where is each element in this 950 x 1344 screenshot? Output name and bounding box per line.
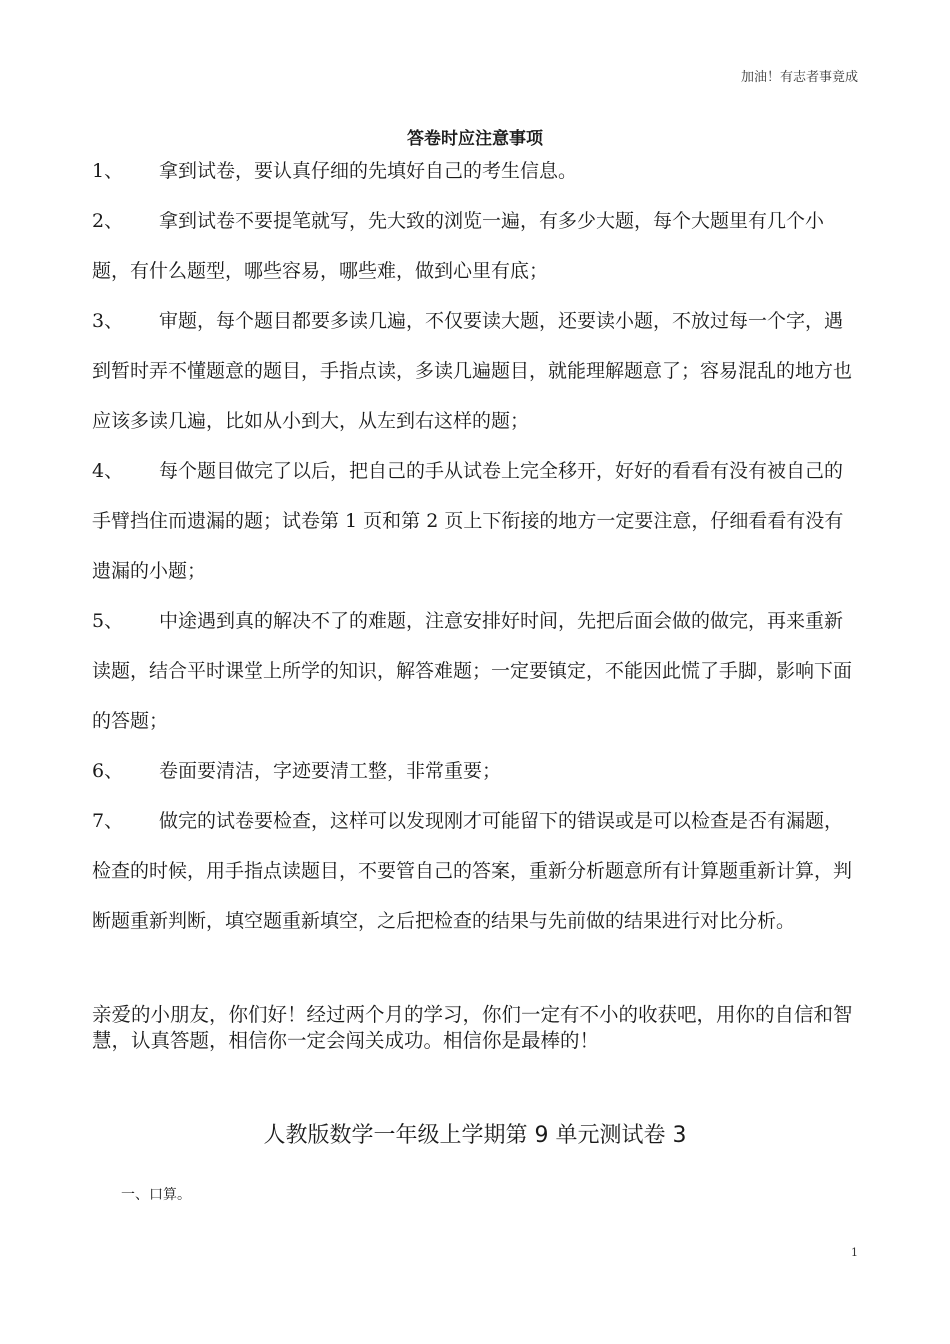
item-text: 每个题目做完了以后，把自己的手从试卷上完全移开，好好的看看有没有被自己的手臂挡住而遗漏的题；试卷第 1 页和第 2 页上下衔接的地方一定要注意，仔细看看有没有遗漏的小题； — [92, 460, 844, 582]
list-item — [92, 446, 860, 596]
item-text: 拿到试卷不要提笔就写，先大致的浏览一遍，有多少大题，每个大题里有几个小题，有什么题型，哪些容易，哪些难，做到心里有底； — [92, 210, 825, 282]
header-motto: 加油！有志者事竟成 — [740, 70, 858, 85]
item-number: 5、 — [92, 610, 124, 632]
page-number: 1 — [851, 1246, 858, 1259]
list-item — [92, 796, 860, 946]
item-text: 卷面要清洁，字迹要清工整，非常重要； — [159, 760, 502, 782]
item-number: 2、 — [92, 210, 124, 232]
list-item — [92, 596, 860, 746]
list-item — [92, 146, 860, 196]
exam-title: 人教版数学一年级上学期第 9 单元测试卷 3 — [263, 1123, 687, 1148]
item-number: 7、 — [92, 810, 124, 832]
item-number: 4、 — [92, 460, 124, 482]
list-item — [92, 296, 860, 446]
page-title: 答卷时应注意事项 — [407, 129, 543, 149]
item-text: 中途遇到真的解决不了的难题，注意安排好时间，先把后面会做的做完，再来重新读题，结合平时课堂上所学的知识，解答难题；一定要镇定，不能因此慌了手脚，影响下面的答题； — [92, 610, 853, 732]
section-heading: 一、口算。 — [121, 1187, 191, 1203]
item-text: 审题，每个题目都要多读几遍，不仅要读大题，还要读小题，不放过每一个字，遇到暂时弄不懂题意的题目，手指点读，多读几遍题目，就能理解题意了；容易混乱的地方也应该多读几遍，比如从小到大，从左到右这样的题； — [92, 310, 853, 432]
item-text: 拿到试卷，要认真仔细的先填好自己的考生信息。 — [159, 160, 578, 182]
item-number: 1、 — [92, 160, 124, 182]
item-text: 做完的试卷要检查，这样可以发现刚才可能留下的错误或是可以检查是否有漏题，检查的时候，用手指点读题目，不要管自己的答案，重新分析题意所有计算题重新计算，判断题重新判断，填空题重新填空，之后把检查的结果与先前做的结果进行对比分析。 — [92, 810, 853, 932]
list-item — [92, 196, 860, 296]
item-number: 6、 — [92, 760, 124, 782]
instructions-list — [92, 146, 860, 946]
item-number: 3、 — [92, 310, 124, 332]
greeting-paragraph: 亲爱的小朋友，你们好！经过两个月的学习，你们一定有不小的收获吧，用你的自信和智慧，认真答题，相信你一定会闯关成功。相信你是最棒的！ — [92, 1003, 853, 1052]
list-item — [92, 746, 860, 796]
